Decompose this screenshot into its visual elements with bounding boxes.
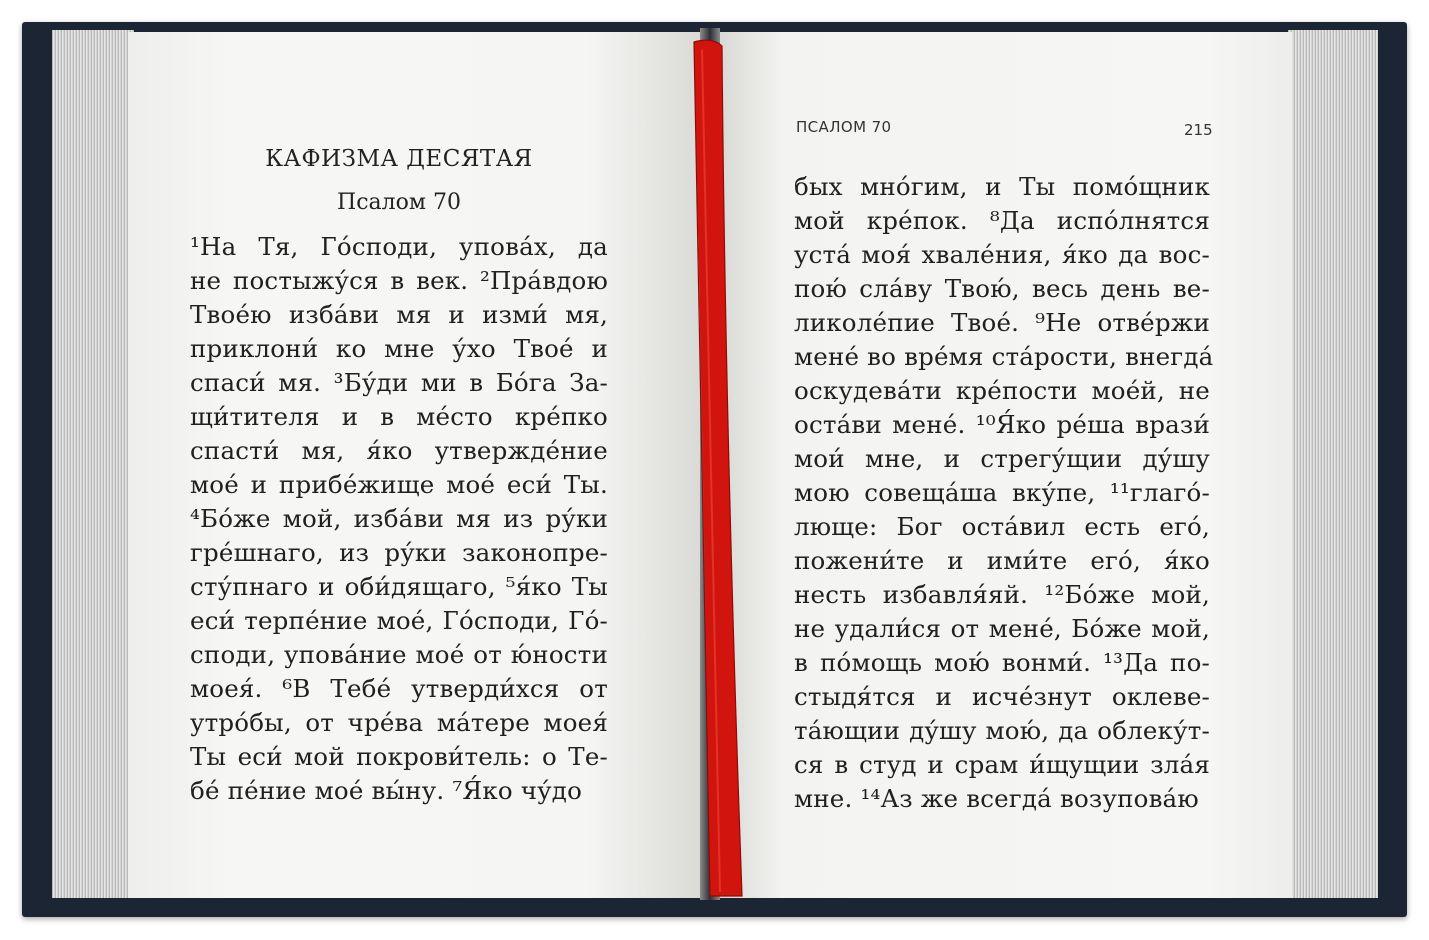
kathisma-title: КАФИЗМА ДЕСЯТАЯ: [265, 146, 533, 172]
text-line: ¹На Тя, Го́споди, упова́х, да: [190, 232, 608, 261]
text-line: утро́бы, от чре́ва ма́тере моея́: [190, 708, 608, 737]
text-line: мене́ во вре́мя ста́рости, внегда́: [794, 342, 1214, 371]
text-line: мой кре́пок. ⁸Да испо́лнятся: [794, 206, 1210, 235]
text-line: уста́ моя́ хвале́ния, я́ко да вос-: [794, 240, 1210, 269]
right-page-text: [794, 170, 1214, 816]
text-line: стыдя́тся и исче́знут оклеве-: [794, 682, 1210, 711]
text-line: ликоле́пие Твое́. ⁹Не отве́ржи: [794, 308, 1210, 337]
text-line: несть избавля́яй. ¹²Бо́же мой,: [794, 580, 1210, 609]
text-line: сту́пнаго и оби́дящаго, ⁵я́ко Ты: [190, 572, 608, 601]
text-line: споди, упова́ние мое́ от ю́ности: [190, 640, 608, 669]
text-line: не удали́ся от мене́, Бо́же мой,: [794, 614, 1210, 643]
book-gutter: [700, 28, 720, 900]
page-edges-right: [1288, 30, 1378, 898]
page-edges-left: [52, 30, 134, 898]
text-line: не постыжу́ся в век. ²Пра́вдою: [190, 266, 608, 295]
text-line: пою́ сла́ву Твою́, весь день ве-: [794, 274, 1210, 303]
text-line: бе́ пе́ние мое́ вы́ну. ⁷Я́ко чу́до: [190, 776, 583, 805]
text-line: щи́тителя и в ме́сто кре́пко: [190, 402, 608, 431]
text-line: оскудева́ти кре́пости мое́й, не: [794, 376, 1210, 405]
text-line: мои́ мне, и стрегу́щии ду́шу: [794, 444, 1210, 473]
text-line: мое́ и прибе́жище мое́ еси́ Ты.: [190, 470, 608, 499]
text-line: приклони́ ко мне у́хо Твое́ и: [190, 334, 608, 363]
text-line: моея́. ⁶В Тебе́ утверди́хся от: [190, 674, 608, 703]
psalm-subtitle: Псалом 70: [337, 190, 461, 215]
text-line: спаси́ мя. ³Бу́ди ми в Бо́га За-: [190, 368, 608, 397]
text-line: еси́ терпе́ние мое́, Го́споди, Го́-: [190, 606, 608, 635]
text-line: люще: Бог оста́вил есть его́,: [794, 512, 1210, 541]
text-line: оста́ви мене́. ¹⁰Я́ко ре́ша врази́: [794, 410, 1210, 439]
left-page-text: [190, 230, 608, 808]
text-line: мне. ¹⁴Аз же всегда́ возупова́ю: [794, 784, 1199, 813]
text-line: мою совеща́ша вку́пе, ¹¹глаго́-: [794, 478, 1210, 507]
text-line: пожени́те и ими́те его́, я́ко: [794, 546, 1210, 575]
text-line: Ты еси́ мой покрови́тель: о Те-: [190, 742, 608, 771]
text-line: Твое́ю изба́ви мя и изми́ мя,: [190, 300, 608, 329]
page-number: 215: [1184, 121, 1213, 139]
running-head: ПСАЛОМ 70: [796, 118, 892, 136]
text-line: спасти́ мя, я́ко утвержде́ние: [190, 436, 608, 465]
text-line: ⁴Бо́же мой, изба́ви мя из ру́ки: [190, 504, 608, 533]
text-line: бых мно́гим, и Ты помо́щник: [794, 172, 1210, 201]
text-line: ся в студ и срам и́щущии зла́я: [794, 750, 1210, 779]
text-line: гре́шнаго, из ру́ки законопре-: [190, 538, 608, 567]
text-line: та́ющии ду́шу мою́, да облеку́т-: [794, 716, 1210, 745]
text-line: в по́мощь мою́ вонми́. ¹³Да по-: [794, 648, 1210, 677]
